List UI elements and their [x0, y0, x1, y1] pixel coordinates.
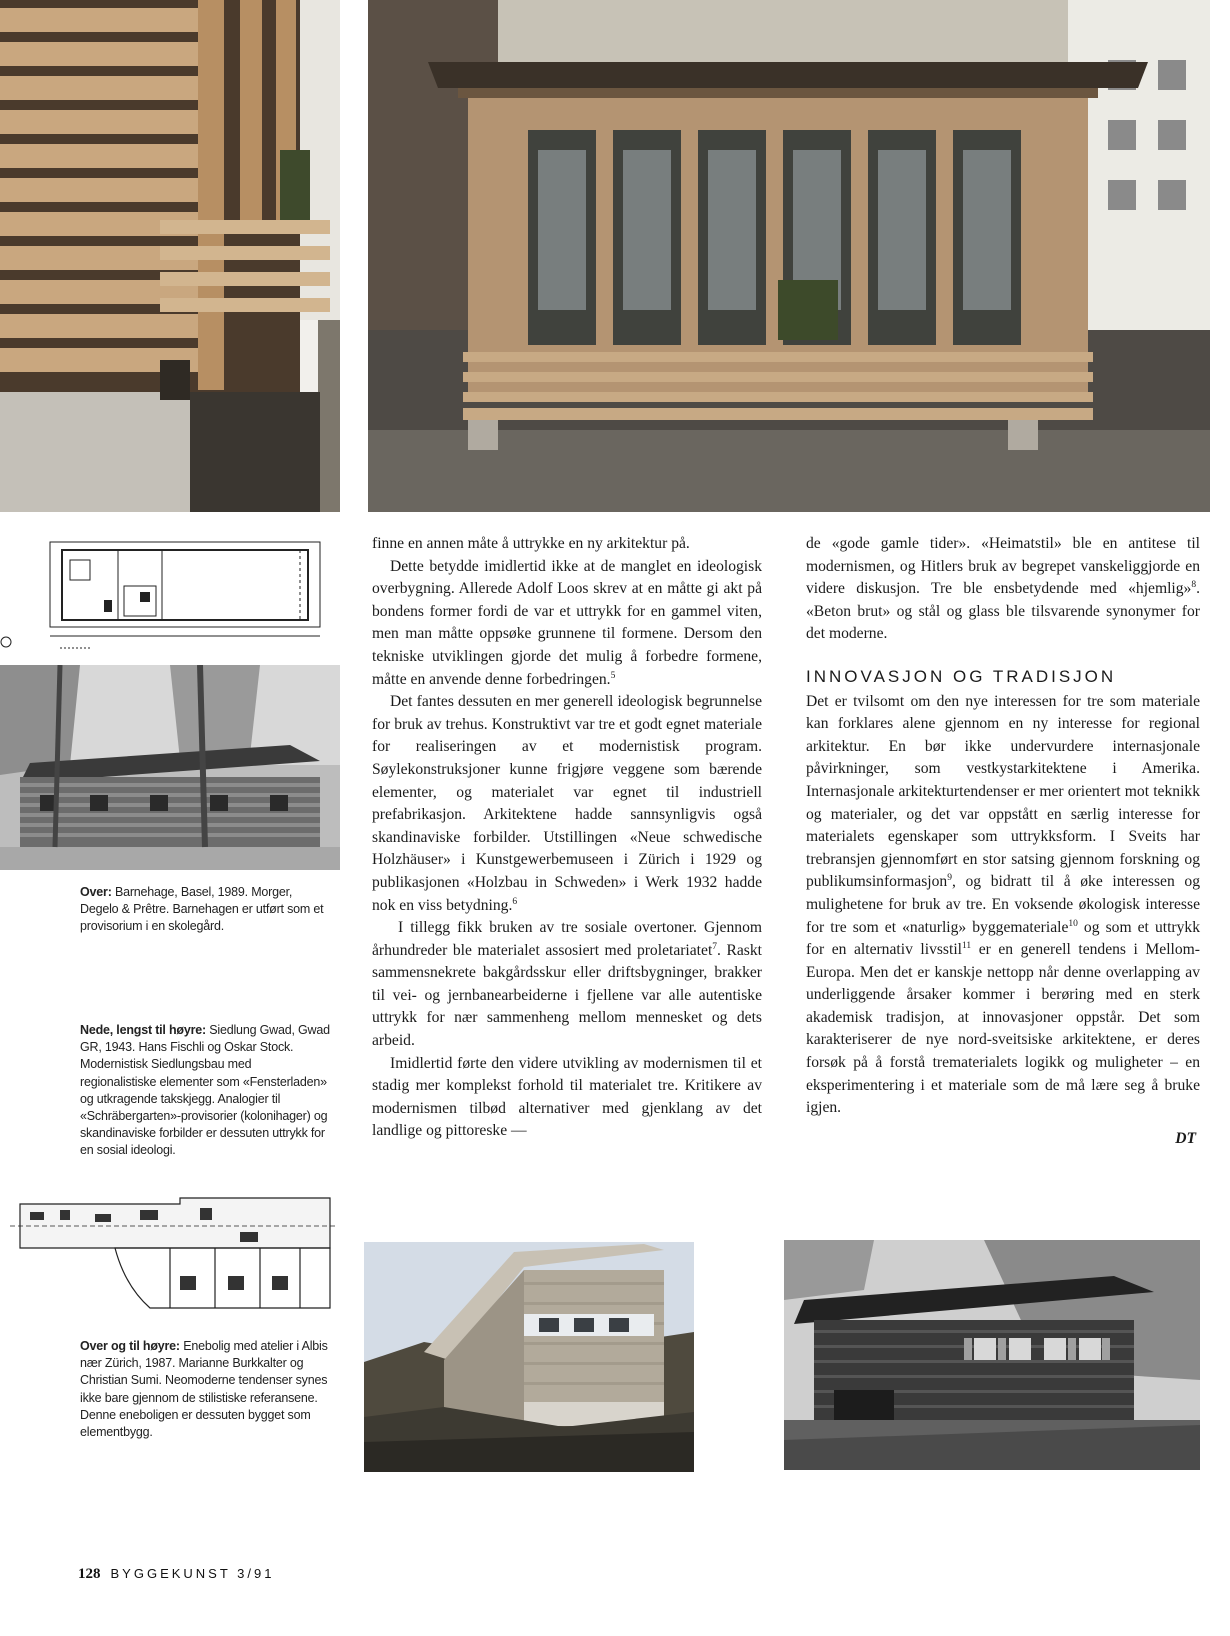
page-footer: [78, 1566, 274, 1583]
caption-text: Enebolig med atelier i Albis nær Zürich, 1987. Marianne Burkkalter og Christian Sumi. Neomoderne tendenser synes ikke bare gjennom de stilistiske referansene. Denne eneboligen er dessuten bygget som elementbygg.: [80, 1339, 328, 1440]
paragraph: finne en annen måte å uttrykke en ny arkitektur på.: [372, 535, 690, 552]
caption-text: Barnehage, Basel, 1989. Morger, Degelo & Prêtre. Barnehagen er utført som et provisorium i en skolegård.: [80, 885, 324, 934]
section-heading: INNOVASJON OG TRADISJON: [806, 666, 1117, 686]
footnote-ref: 8: [1191, 580, 1197, 590]
caption-kindergarten: [80, 884, 325, 936]
paragraph: Det fantes dessuten en mer generell ideologisk begrunnelse for bruk av trehus. Konstruktivt var tre et godt egnet materiale for realiseringen av et modernistisk program. Søylekonstruksjoner kunne frigjøre veggene som bærende elementer, og materialet var egnet til industriell prefabrikasjon. Arkitektene hadde sannsynligvis også skandinaviske forbilder. Utstillingen «Neue schwedische Holzhäuser» i Kunstgewerbemuseen i Zürich i 1929 og publikasjonen «Holzbau in Schweden» i Werk 1932 hadde nok en viss betydning.$^6$: [372, 693, 762, 914]
paragraph: I tillegg fikk bruken av tre sosiale overtoner. Gjennom århundreder ble materialet assosiert med proletariatet$^7$. Raskt sammensnekrete bakgårdsskur eller driftsbygninger, brakker til vei- og jernbanearbeiderne i fjellene var alle autentiske uttrykk for nær sammenheng mellom mennesket og dets arbeid.: [372, 919, 762, 1050]
floor-plan-kindergarten: [0, 530, 340, 650]
photo-siedlung-gwad: [0, 665, 340, 870]
caption-label: Nede, lengst til høyre:: [80, 1023, 206, 1037]
footnote-ref: 11: [962, 940, 972, 951]
photo-siedlung-house: [784, 1240, 1200, 1470]
paragraph: Det er tvilsomt om den nye interessen for tre som materiale kan forklares alene gjennom en ny interesse for regional arkitektur. En bør ikke undervurdere internasjonale påvirkninger, som vestkystarkitektene i Amerika. Internasjonale arkitekturtendenser er mer orientert mot teknikk og materialer, og det var oppstått en særlig interesse for materialets egenskaper som uttrykksform. I Sveits har trebransjen gjennomført en stor satsing gjennom forskning og publikumsinformasjon$^9$, og bidratt til å øke interessen og mulighetene for bruk av tre. En voksende økologisk interesse for tre som et «naturlig» byggemateriale$^{10}$ og som et uttrykk for en alternativ livsstil$^{11}$ er en generell tendens i Mellom-Europa. Men det er kanskje nettopp når denne overlapping av underliggende årsaker kommer i berøring med en sterk akademisk tradisjon, at innovasjoner oppstår. Det som karakteriserer de nye nord-sveitsiske arkitektene, er deres forsøk på å forstå trematerialets logikk og muligheter – en eksperimentering i et materiale som de må lære seg å bruke igjen.: [806, 692, 1200, 1117]
page-number: 128: [78, 1566, 101, 1582]
caption-label: Over:: [80, 885, 112, 899]
magazine-issue: BYGGEKUNST 3/91: [110, 1566, 275, 1581]
caption-siedlung-gwad: [80, 1022, 330, 1160]
caption-enebolig: [80, 1338, 330, 1441]
caption-text: Siedlung Gwad, Gwad GR, 1943. Hans Fischli og Oskar Stock. Modernistisk Siedlungsbau med regionalistiske elementer som «Fensterladen» og utkragende takskjegg. Analogier til «Schräbergarten»-provisorier (kolonihager) og skandinaviske forbilder er dessuten uttrykk for en sosial ideologi.: [80, 1023, 330, 1158]
author-signature: DT: [1175, 1129, 1196, 1147]
photo-kindergarten-facade-detail: [0, 0, 340, 512]
footnote-ref: 10: [1068, 918, 1078, 929]
paragraph: de «gode gamle tider». «Heimatstil» ble en antitese til modernismen, og Hitlers bruk av begrepet vanskeliggjorde en videre diskusjon. Tre ble ensbetydende med «hjemlig»$^8$. «Beton brut» og stål og glass ble tilsvarende synonymer for det moderne.: [806, 535, 1200, 643]
caption-label: Over og til høyre:: [80, 1339, 180, 1353]
article-column-1: [372, 533, 762, 1143]
footnote-ref: 6: [512, 896, 518, 907]
footnote-ref: 7: [712, 941, 718, 952]
paragraph: Imidlertid førte den videre utvikling av modernismen til et stadig mer komplekst forhold til materialet tre. Kritikere av modernismen tilbød alternativer med gjenklang av det landlige og pittoreske —: [372, 1054, 762, 1140]
photo-enebolig-albis: [364, 1242, 694, 1472]
article-column-2: [806, 533, 1200, 1150]
photo-kindergarten-pavilion: [368, 0, 1210, 512]
footnote-ref: 5: [610, 670, 616, 681]
footnote-ref: 9: [947, 873, 952, 884]
paragraph: Dette betydde imidlertid ikke at de manglet en ideologisk overbygning. Allerede Adolf Loos skrev at en måtte gi akt på bondens former fordi de var et uttrykk for en gammel viten, men man måtte oppsøke grunnene til formene. Dersom den tekniske utviklingen gjorde det mulig å forbedre formene, måtte en anvende denne forbedringen.$^5$: [372, 557, 762, 688]
floor-plan-enebolig: [0, 1196, 340, 1316]
